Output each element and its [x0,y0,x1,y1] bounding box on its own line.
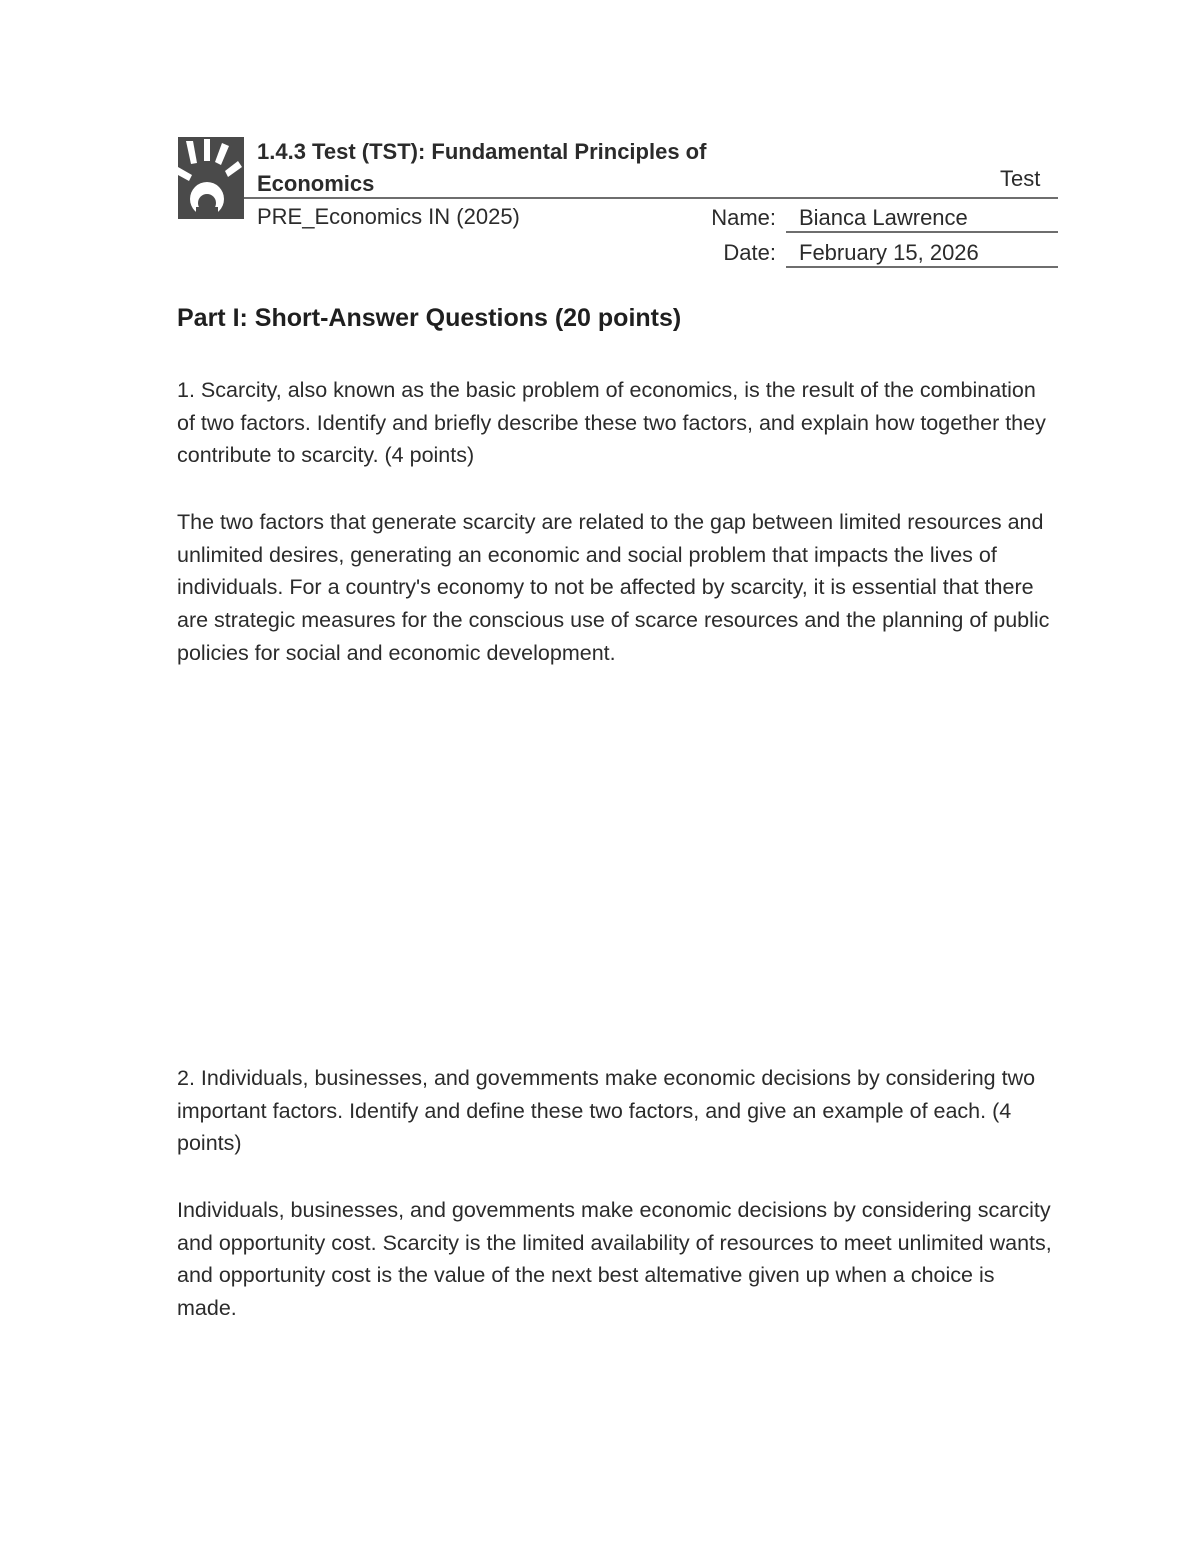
name-label: Name: [711,205,776,230]
sun-logo-icon [178,137,244,219]
date-underline [786,266,1058,268]
answer-1[interactable]: The two factors that generate scarcity are related to the gap between limited resources and unlimited desires, generating an economic and social problem that impacts the lives of individuals. For a country's economy to not be affected by scarcity, it is essential that there are strategic measures for the conscious use of scarce resources and the planning of public policies for social and economic development. [177,510,1050,665]
test-title: 1.4.3 Test (TST): Fundamental Principles of Economics [257,139,707,196]
student-name-field[interactable]: Bianca Lawrence [799,205,968,230]
name-underline [786,231,1058,233]
answer-2[interactable]: Individuals, businesses, and govemments make economic decisions by considering scarcity and opportunity cost. Scarcity is the limited availability of resources to meet unlimited wants, and opportunity cost is the value of the next best altemative given up when a choice is made. [177,1198,1052,1321]
question-1: 1. Scarcity, also known as the basic problem of economics, is the result of the combination of two factors. Identify and briefly describe these two factors, and explain how together they contribute to scarcity. (4 points) [177,378,1046,468]
date-label: Date: [723,240,776,265]
assessment-type-label: Test [1000,166,1041,191]
date-field[interactable]: February 15, 2026 [799,240,979,265]
header-divider [244,197,1058,199]
section-heading: Part I: Short-Answer Questions (20 points) [177,304,682,332]
question-2: 2. Individuals, businesses, and govemments make economic decisions by considering two important factors. Identify and define these two factors, and give an example of each. (4 points) [177,1066,1036,1156]
course-name: PRE_Economics IN (2025) [257,204,520,229]
